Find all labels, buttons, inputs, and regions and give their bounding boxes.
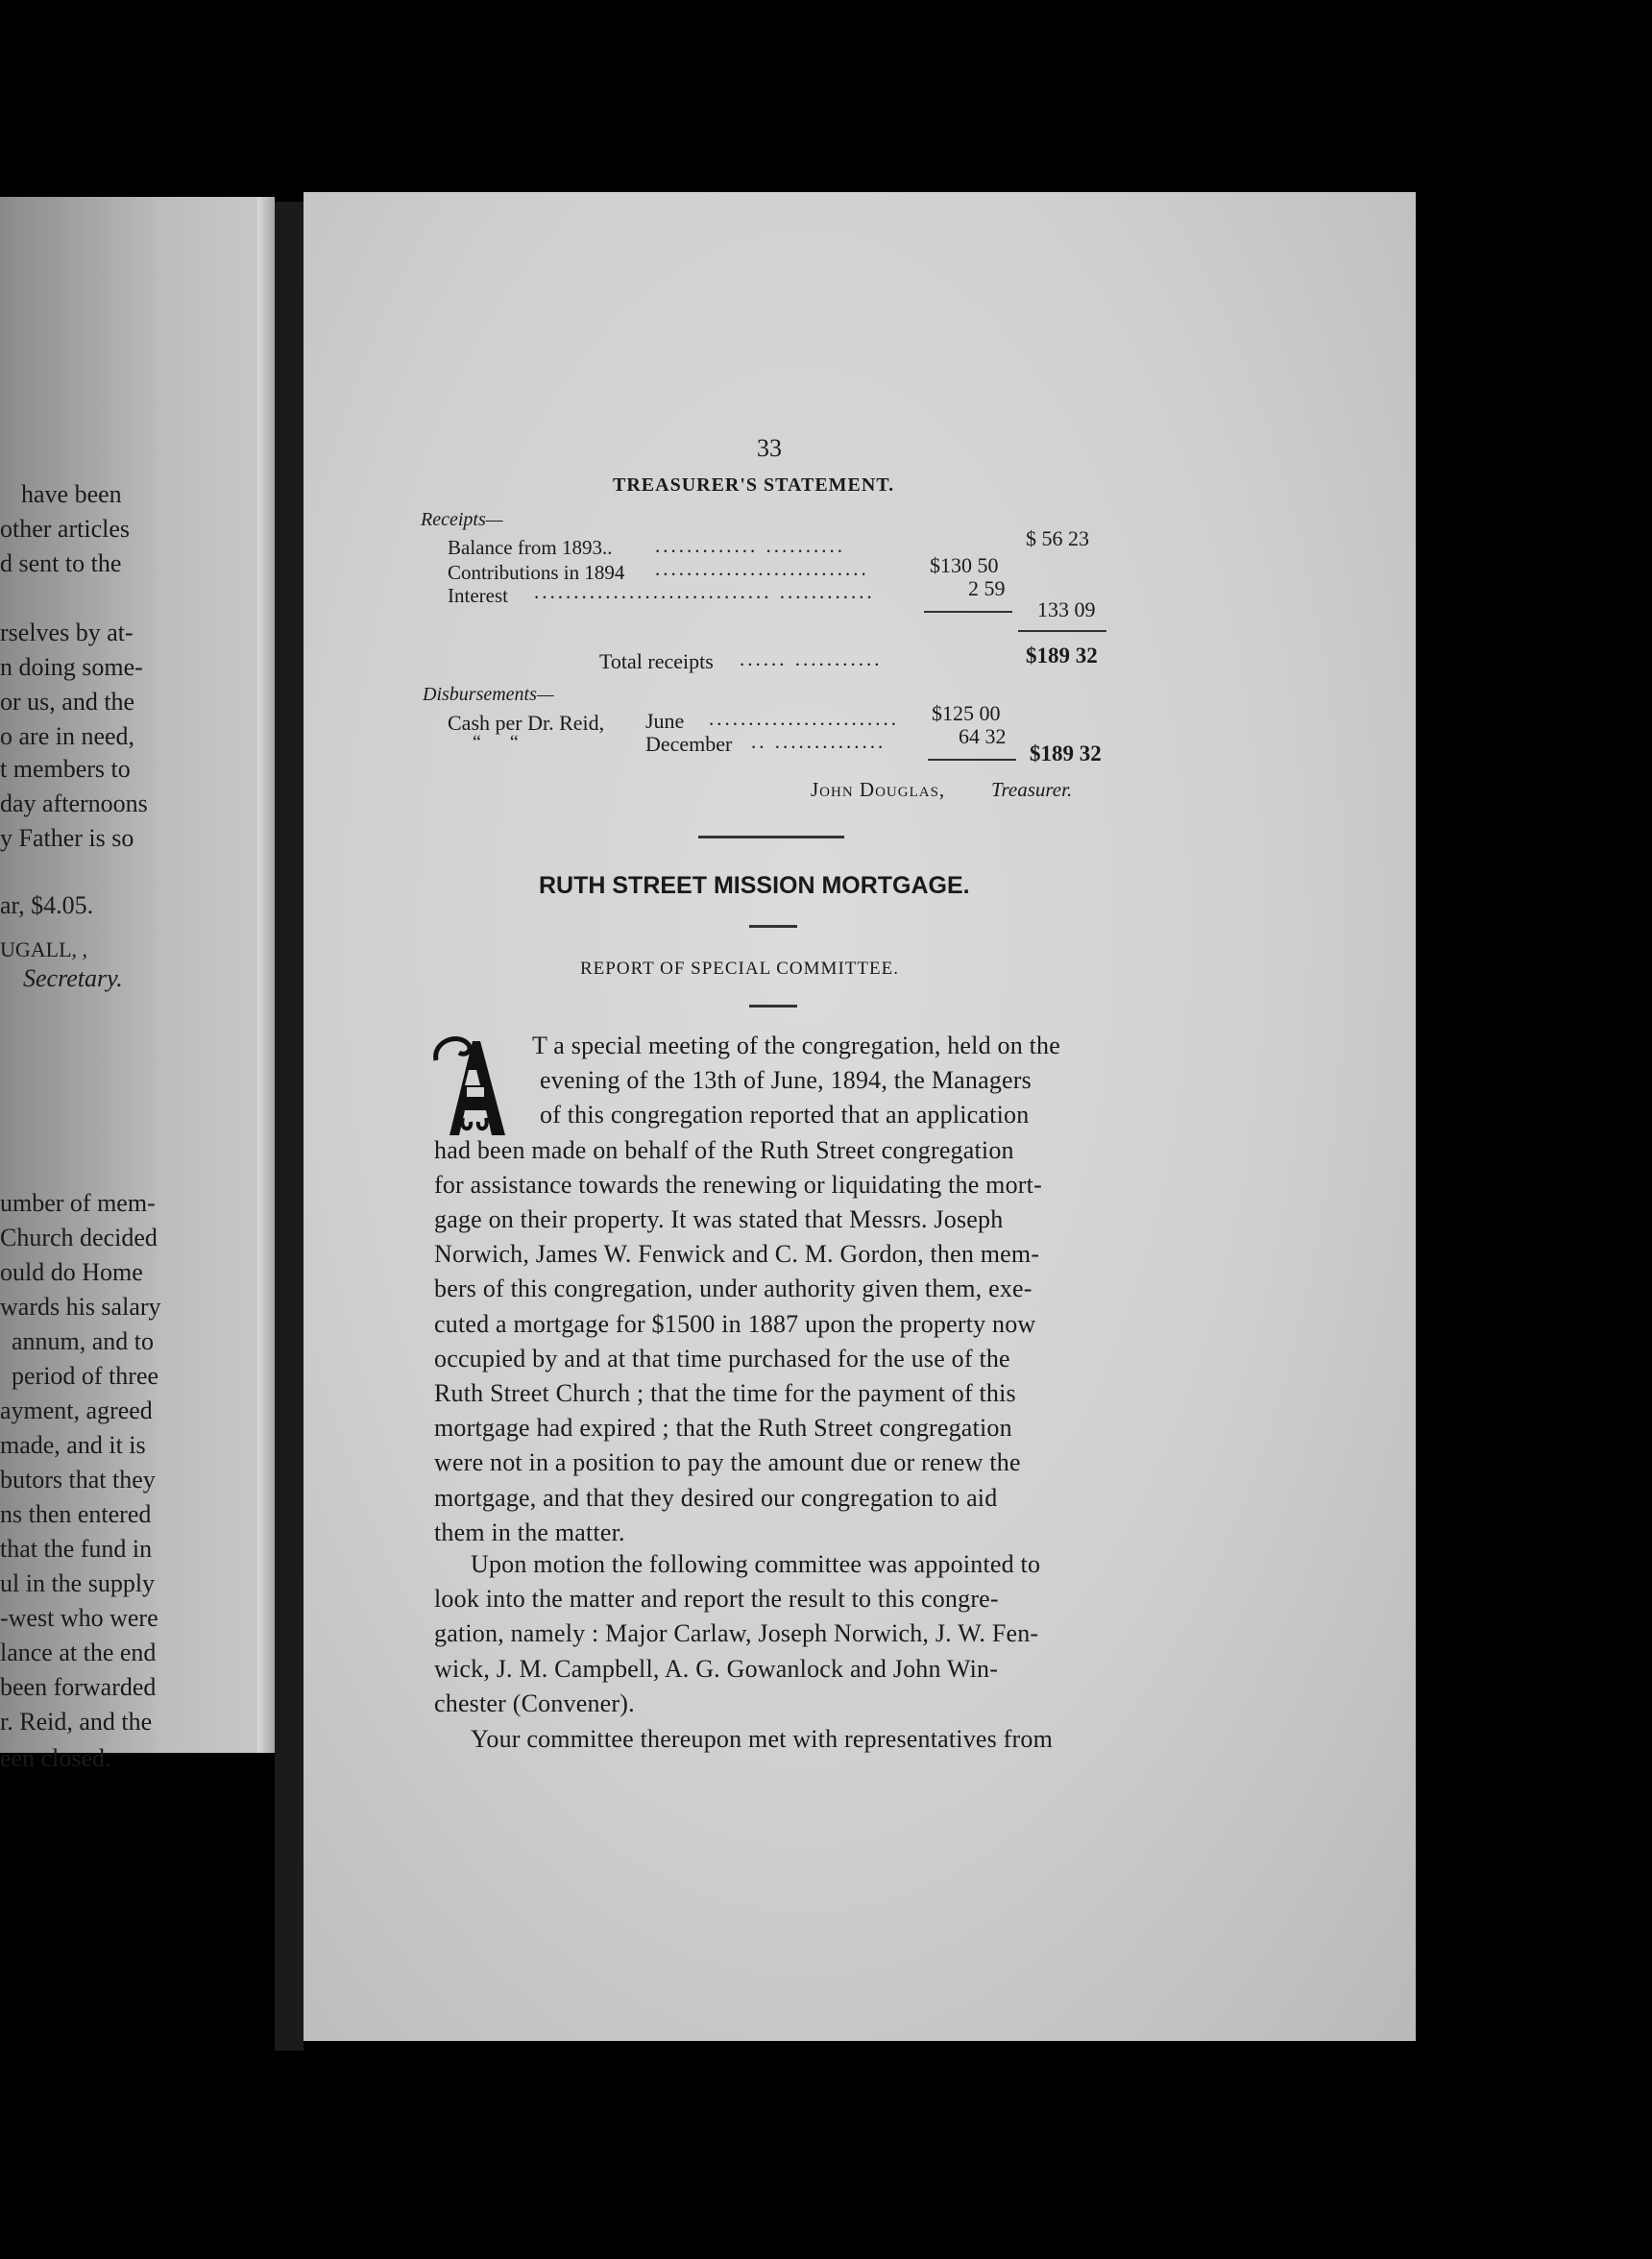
left-page-line: wards his salary [0, 1293, 161, 1321]
paragraph-line: them in the matter. [434, 1518, 625, 1546]
paragraph-line: evening of the 13th of June, 1894, the Managers [540, 1066, 1032, 1095]
left-page-line: n doing some- [0, 653, 143, 681]
paragraph-line: had been made on behalf of the Ruth Street congregation [434, 1135, 1014, 1164]
subtitle-rule [749, 1005, 797, 1008]
left-page-line: ns then entered [0, 1500, 152, 1528]
drop-cap [430, 1032, 517, 1137]
receipts-label: Receipts— [421, 509, 503, 530]
left-page-line: Secretary. [23, 964, 123, 992]
cash-per-label: Cash per Dr. Reid, [448, 711, 605, 735]
left-page-line: ar, $4.05. [0, 891, 94, 919]
paragraph-line: occupied by and at that time purchased for the use of the [434, 1344, 1010, 1372]
interest-rule [924, 611, 1012, 613]
left-page-line: y Father is so [0, 824, 134, 852]
title-rule [749, 925, 797, 928]
june-label: June [645, 709, 685, 733]
paragraph-line: cuted a mortgage for $1500 in 1887 upon the property now [434, 1309, 1036, 1338]
total-receipts-value: $189 32 [1026, 644, 1098, 668]
paragraph-line: Upon motion the following committee was appointed to [471, 1550, 1041, 1578]
december-value: 64 32 [959, 724, 1007, 748]
left-page [0, 197, 274, 1772]
left-page-line: have been [21, 480, 122, 508]
disbursement-total: $189 32 [1030, 741, 1102, 765]
left-page-line: ould do Home [0, 1258, 143, 1286]
paragraph-line: Norwich, James W. Fenwick and C. M. Gordon, then mem- [434, 1240, 1040, 1269]
receipts-subtotal: 133 09 [1037, 597, 1096, 621]
book-spine [275, 202, 304, 2051]
paragraph-line: mortgage had expired ; that the Ruth Street congregation [434, 1414, 1012, 1443]
left-page-line: umber of mem- [0, 1189, 156, 1217]
left-page-line: annum, and to [12, 1327, 155, 1355]
paragraph-line: were not in a position to pay the amount due or renew the [434, 1448, 1021, 1477]
left-page-line: een closed. [0, 1744, 111, 1772]
paragraph-line: wick, J. M. Campbell, A. G. Gowanlock and John Win- [434, 1654, 999, 1683]
contributions-value: $130 50 [930, 553, 999, 577]
left-page-line: rselves by at- [0, 619, 134, 646]
left-page-line: r. Reid, and the [0, 1708, 153, 1736]
committee-subtitle: REPORT OF SPECIAL COMMITTEE. [580, 959, 899, 979]
left-page-line: day afternoons [0, 789, 148, 817]
left-page-gutter [257, 197, 275, 1753]
section-divider [698, 836, 844, 838]
left-page-line: d sent to the [0, 549, 122, 577]
paragraph-line: gation, namely : Major Carlaw, Joseph Norwich, J. W. Fen- [434, 1619, 1039, 1648]
treasurer-name: John Douglas, [811, 778, 946, 801]
contributions-label: Contributions in 1894 [448, 561, 625, 584]
left-page-line: made, and it is [0, 1431, 146, 1459]
paragraph-line: gage on their property. It was stated that Messrs. Joseph [434, 1205, 1004, 1233]
paragraph-line: T a special meeting of the congregation, held on the [532, 1032, 1060, 1059]
interest-label: Interest [448, 584, 508, 607]
june-value: $125 00 [932, 701, 1001, 725]
left-page-line: t members to [0, 755, 131, 783]
drop-cap-ornament-icon [430, 1032, 517, 1137]
left-page-line: Church decided [0, 1224, 158, 1251]
balance-label: Balance from 1893.. [448, 536, 613, 559]
left-page-line: or us, and the [0, 688, 135, 716]
paragraph-line: chester (Convener). [434, 1688, 635, 1717]
paragraph-line: for assistance towards the renewing or liquidating the mort- [434, 1170, 1042, 1199]
balance-value: $ 56 23 [1026, 526, 1089, 550]
december-rule [928, 759, 1016, 761]
left-page-line: period of three [12, 1362, 159, 1390]
paragraph-line: mortgage, and that they desired our congregation to aid [434, 1483, 998, 1512]
paragraph-line: bers of this congregation, under authority given them, exe- [434, 1275, 1032, 1303]
treasurer-title: Treasurer. [991, 778, 1073, 801]
mortgage-title: RUTH STREET MISSION MORTGAGE. [539, 872, 970, 899]
left-page-line: butors that they [0, 1466, 156, 1494]
december-label: December [645, 732, 733, 756]
total-receipts-label: Total receipts [599, 649, 714, 673]
paragraph-line: of this congregation reported that an application [540, 1101, 1030, 1130]
total-leader: ...... ........... [740, 647, 883, 670]
left-page-line: -west who were [0, 1604, 158, 1632]
interest-value: 2 59 [968, 576, 1006, 600]
left-page-line: o are in need, [0, 722, 135, 750]
left-page-line: that the fund in [0, 1535, 153, 1563]
left-page-line: lance at the end [0, 1639, 157, 1666]
left-page-line: been forwarded [0, 1673, 157, 1701]
contributions-leader: ........................... [655, 557, 869, 580]
ditto-marks: “ “ [473, 732, 519, 753]
left-page-line: ul in the supply [0, 1569, 156, 1597]
paragraph-line: Your committee thereupon met with representatives from [471, 1725, 1054, 1753]
paragraph-line: Ruth Street Church ; that the time for the payment of this [434, 1379, 1016, 1407]
paragraph-line: look into the matter and report the result to this congre- [434, 1585, 999, 1614]
june-leader: ........................ [709, 707, 899, 730]
december-leader: .. .............. [751, 730, 887, 753]
disbursements-label: Disbursements— [423, 684, 554, 705]
subtotal-rule [1018, 630, 1106, 632]
page-number: 33 [757, 434, 782, 462]
left-page-line: UGALL, , [0, 937, 88, 961]
treasurer-heading: TREASURER'S STATEMENT. [613, 474, 895, 496]
left-page-line: ayment, agreed [0, 1397, 153, 1424]
interest-leader: .............................. ............ [534, 580, 875, 603]
balance-leader: ............. .......... [655, 534, 845, 557]
left-page-line: other articles [0, 515, 130, 543]
